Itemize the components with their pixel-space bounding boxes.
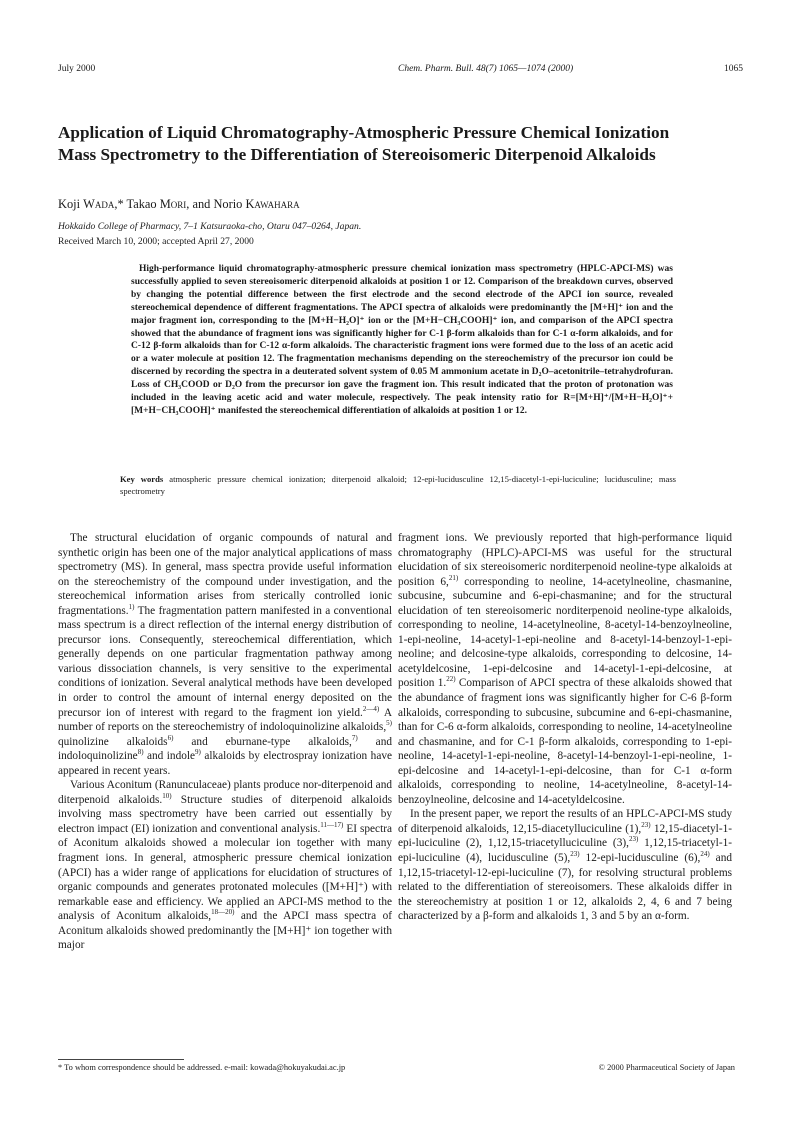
text-run: 12-epi-lucidusculine (6), — [579, 852, 701, 865]
citation-ref: 24) — [700, 850, 710, 859]
text-run: A number of reports on the stereochemistry of indoloquinolizine alkaloids, — [58, 706, 392, 734]
text-run: fragment ions. We previously reported that high-performance liquid chromatography (HPLC)-APCI-MS was useful for the structural elucidation of six stereoisomeric norditerpenoid neoline-type alkaloids at position 6, — [398, 532, 732, 588]
author-last-name: Wada — [83, 197, 115, 211]
author-first-name: Takao — [126, 197, 160, 211]
citation-ref: 23) — [628, 835, 639, 844]
received-dates: Received March 10, 2000; accepted April 27, 2000 — [58, 236, 254, 247]
text-run: corresponding to neoline, 14-acetylneoline, chasmanine, subcusine, subcumine and 6-epi-chasmanine; and for the structural elucidation of ten stereoisomeric norditerpenoid neoline-type alkaloids, corresponding to neoline, 14-acetylneoline, 8-acetyl-14-benzoylneoline, 1-epi-neoline, 14-acetyl-1-epi-neoline and 8-acetyl-14-benzoyl-1-epi-neoline; and delcosine-type alkaloids, corresponding to delcosine, 14-acetyldelcosine, 1-epi-delcosine and 14-acetyl-1-epi-delcosine, at position 1. — [398, 575, 733, 690]
text-run: and eburnane-type alkaloids, — [173, 735, 352, 748]
text-run: The structural elucidation of organic compounds of natural and synthetic origin has been one of the major analytical applications of mass spectrometry (MS). In general, mass spectra provide useful information on the stereochemistry of the compound under investigation, and the stereochemical information arises from sterically controlled ionic fragmentations. — [58, 532, 392, 617]
text-run: Various Aconitum (Ranunculaceae) plants produce nor-diterpenoid and diterpenoid alkaloids. — [58, 779, 392, 806]
text-run: The fragmentation pattern manifested in a conventional mass spectrum is a direct reflection of the internal energy distribution of precursor ions. Consequently, stereochemical differentiation, which generally depends on one particular fragmentation pathway among various dissociation channels, is very sensitive to the experimental conditions of ionization. Several analytical methods have been developed in order to control the amount of internal energy deposited on the precursor ion of interest with regard to the fragment ion yield. — [58, 604, 392, 719]
citation-ref: 1) — [128, 602, 135, 611]
keywords-text: atmospheric pressure chemical ionization; diterpenoid alkaloid; 12-epi-lucidusculine 12,15-diacetyl-1-epi-luciculine; lucidusculine; mass spectrometry — [120, 474, 677, 496]
keywords — [120, 473, 676, 497]
running-header — [58, 64, 743, 78]
citation-ref: 6) — [167, 733, 174, 742]
body-paragraph — [58, 531, 392, 778]
correspondence-footnote: * To whom correspondence should be addressed. e-mail: kowada@hokuyakudai.ac.jp — [58, 1063, 346, 1072]
body-paragraph — [398, 807, 732, 923]
text-run: and 1,12,15-triacetyl-12-epi-luciculine (7), for resolving structural problems related to the differentiation of stereoisomers. These alkaloids differ in the stereochemistry at position 1 or 12, alkaloids 2, 4, 6 and 7 being characterized by a β-form and alkaloids 1, 3 and 5 by an α-form. — [398, 852, 732, 923]
text-run: and indoloquinolizine — [58, 735, 392, 763]
text-run: 1,12,15-triacetyl-1-epi-luciculine (4), lucidusculine (5), — [398, 837, 732, 865]
text-run: EI spectra of Aconitum alkaloids showed a molecular ion together with many fragment ions. In general, atmospheric pressure chemical ionization (APCI) has a wider range of applications for elucidation of structures of organic compounds and generates protonated molecules ([M+H]⁺) with remarkable ease and efficiency. We applied an APCI-MS method to the analysis of Aconitum alkaloids, — [58, 822, 392, 923]
article-title: Application of Liquid Chromatography-Atmospheric Pressure Chemical Ionization Mass Spectrometry to the Differentiation of Stereoisomeric Diterpenoid Alkaloids — [58, 123, 670, 164]
citation-ref: 21) — [448, 573, 459, 582]
affiliation: Hokkaido College of Pharmacy, 7–1 Katsuraoka-cho, Otaru 047–0264, Japan. — [58, 221, 362, 232]
citation-ref: 11—17) — [320, 821, 344, 830]
author-first-name: Koji — [58, 197, 84, 211]
citation-ref: 22) — [446, 675, 456, 684]
citation-ref: 18—20) — [211, 908, 235, 917]
body-column-left — [58, 531, 392, 953]
text-run: and indole — [143, 750, 196, 763]
text-run: and the APCI mass spectra of Aconitum alkaloids showed predominantly the [M+H]⁺ ion together with major — [58, 910, 392, 952]
citation-ref: 23) — [570, 850, 580, 859]
abstract: High-performance liquid chromatography-atmospheric pressure chemical ionization mass spectrometry (HPLC-APCI-MS) was successfully applied to seven stereoisomeric diterpenoid alkaloids at position 1 or 12. Comparison of the breakdown curves, observed by changing the potential difference between the first electrode and the second electrode of the APCI ion source, revealed stereochemical dependence of different fragmentations. The APCI spectra of alkaloids were predominantly the [M+H]⁺ ion and the major fragment ion, corresponding to the [M+H−H₂O]⁺ ion or the [M+H−CH₃COOH]⁺ ion, and comparison of the APCI spectra showed that the abundance of fragment ions was significantly higher for C-1 β-form alkaloids than for C-1 α-form alkaloids, and for C-12 β-form alkaloids than for C-12 α-form alkaloids. The characteristic fragment ions were formed due to the loss of an acetic acid or a water molecule at position 12. The fragmentation mechanisms depending on the stereochemistry of the precursor ion could be discerned by recording the spectra in a deuterated solvent system of 0.05 M ammonium acetate in D₂O–acetonitrile–tetrahydrofuran. Loss of CH₃COOD or D₂O from the precursor ion gave the fragment ion. This result indicated that the proton of protonation was included in the leaving acetic acid and water molecule, respectively. The peak intensity ratio for R=[M+H]⁺/[M+H−H₂O]⁺+[M+H−CH₃COOH]⁺ manifested the stereochemical differentiation of alkaloids at position 1 or 12. — [131, 264, 673, 416]
keywords-label: Key words — [120, 474, 164, 484]
footnote-divider — [58, 1059, 184, 1060]
author-first-name: Norio — [213, 197, 246, 211]
author-last-name: Mori — [159, 197, 187, 211]
text-run: quinolizine alkaloids — [58, 735, 168, 748]
citation-ref: 5) — [386, 719, 392, 728]
body-paragraph — [58, 778, 392, 953]
citation-ref: 2—4) — [362, 704, 380, 713]
body-column-right — [398, 531, 732, 924]
author-list — [58, 197, 300, 212]
citation-ref: 9) — [195, 748, 201, 757]
author-separator: , and — [186, 197, 214, 211]
body-paragraph — [398, 531, 732, 807]
author-last-name: Kawahara — [245, 197, 300, 211]
corresponding-mark: ,* — [114, 197, 127, 211]
text-run: alkaloids by electrospray ionization have appeared in recent years. — [58, 750, 392, 777]
text-run: 12,15-diacetyl-1-epi-luciculine (2), 1,12,15-triacetylluciculine (3), — [398, 822, 732, 850]
journal-citation: Chem. Pharm. Bull. 48(7) 1065—1074 (2000) — [398, 64, 574, 74]
text-run: In the present paper, we report the results of an HPLC-APCI-MS study of diterpenoid alkaloids, 12,15-diacetylluciculine (1), — [398, 808, 732, 835]
text-run: Comparison of APCI spectra of these alkaloids showed that the abundance of fragment ions was significantly higher for C-6 β-form alkaloids, corresponding to subcusine, subcumine and 6-epi-chasmanine, than for C-6 α-form alkaloids, corresponding to neoline, 14-acetylneoline and chasmanine, and for C-1 β-form alkaloids, corresponding to 1-epi-neoline, 14-acetyl-1-epi-neoline, 8-acetyl-14-benzoyl-1-epi-neoline, 1-epi-delcosine and 14-acetyl-1-epi-delcosine, than for C-1 α-form alkaloids, corresponding to neoline, 14-acetylneoline, 8-acetyl-14-benzoylneoline, delcosine and 14-acetyldelcosine. — [398, 677, 732, 806]
text-run: Structure studies of diterpenoid alkaloids involving mass spectrometry have been carried out essentially by electron impact (EI) ionization and conventional analysis. — [58, 793, 392, 835]
copyright-notice: © 2000 Pharmaceutical Society of Japan — [598, 1063, 735, 1072]
citation-ref: 10) — [162, 792, 172, 801]
citation-ref: 7) — [351, 733, 358, 742]
citation-ref: 23) — [641, 821, 651, 830]
issue-date: July 2000 — [58, 64, 96, 74]
page-number: 1065 — [724, 64, 743, 74]
citation-ref: 8) — [137, 748, 144, 757]
